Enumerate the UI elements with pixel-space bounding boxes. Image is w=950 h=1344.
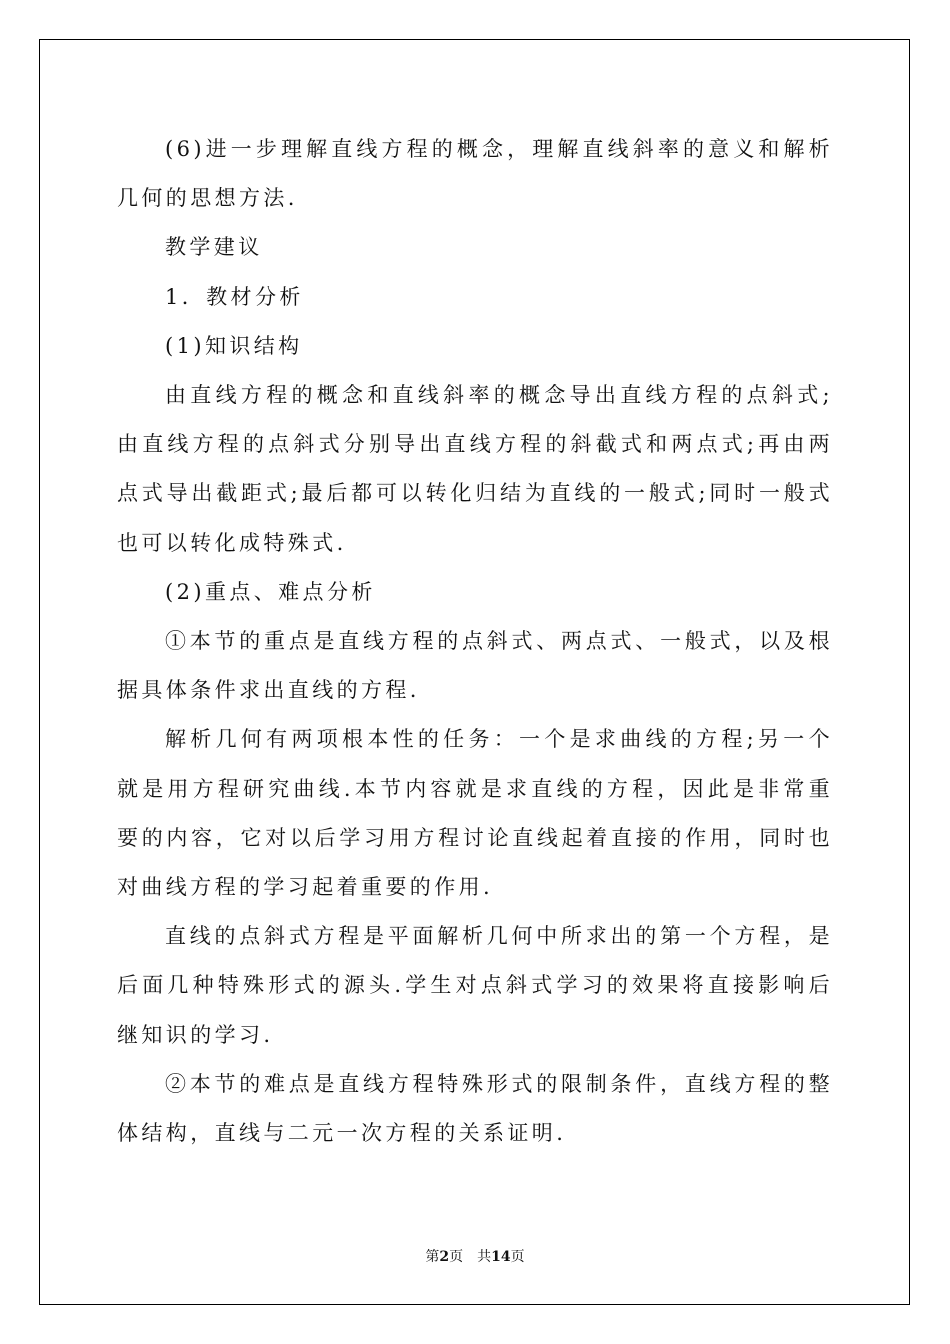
total-prefix: 共 <box>477 1249 492 1265</box>
paragraph-difficult-point: ②本节的难点是直线方程特殊形式的限制条件，直线方程的整体结构，直线与二元一次方程的关系证明. <box>117 1071 833 1145</box>
paragraph-knowledge-structure: 由直线方程的概念和直线斜率的概念导出直线方程的点斜式;由直线方程的点斜式分别导出直线方程的斜截式和两点式;再由两点式导出截距式;最后都可以转化归结为直线的一般式;同时一般式也可以转化成特殊式. <box>117 382 833 555</box>
paragraph-objective-6: (6)进一步理解直线方程的概念，理解直线斜率的意义和解析几何的思想方法. <box>117 137 833 211</box>
heading-material-analysis: 1．教材分析 <box>165 284 304 309</box>
heading-teaching-suggestions: 教学建议 <box>165 235 263 260</box>
page-number: 2 <box>439 1249 450 1265</box>
heading-knowledge-structure: (1)知识结构 <box>165 333 303 358</box>
page-footer <box>0 1246 950 1266</box>
total-pages: 14 <box>491 1249 511 1265</box>
page-suffix: 页 <box>449 1249 464 1265</box>
paragraph-analytic-geometry-tasks: 解析几何有两项根本性的任务：一个是求曲线的方程;另一个就是用方程研究曲线.本节内容就是求直线的方程，因此是非常重要的内容，它对以后学习用方程讨论直线起着直接的作用，同时也对曲线方程的学习起着重要的作用. <box>117 727 833 899</box>
paragraph-point-slope-form: 直线的点斜式方程是平面解析几何中所求出的第一个方程，是后面几种特殊形式的源头.学生对点斜式学习的效果将直接影响后继知识的学习. <box>117 924 833 1047</box>
paragraph-key-point: ①本节的重点是直线方程的点斜式、两点式、一般式，以及根据具体条件求出直线的方程. <box>117 628 833 703</box>
total-suffix: 页 <box>510 1249 525 1265</box>
page-prefix: 第 <box>425 1249 440 1265</box>
document-body <box>117 125 833 1158</box>
heading-key-difficult-points: (2)重点、难点分析 <box>165 579 376 604</box>
